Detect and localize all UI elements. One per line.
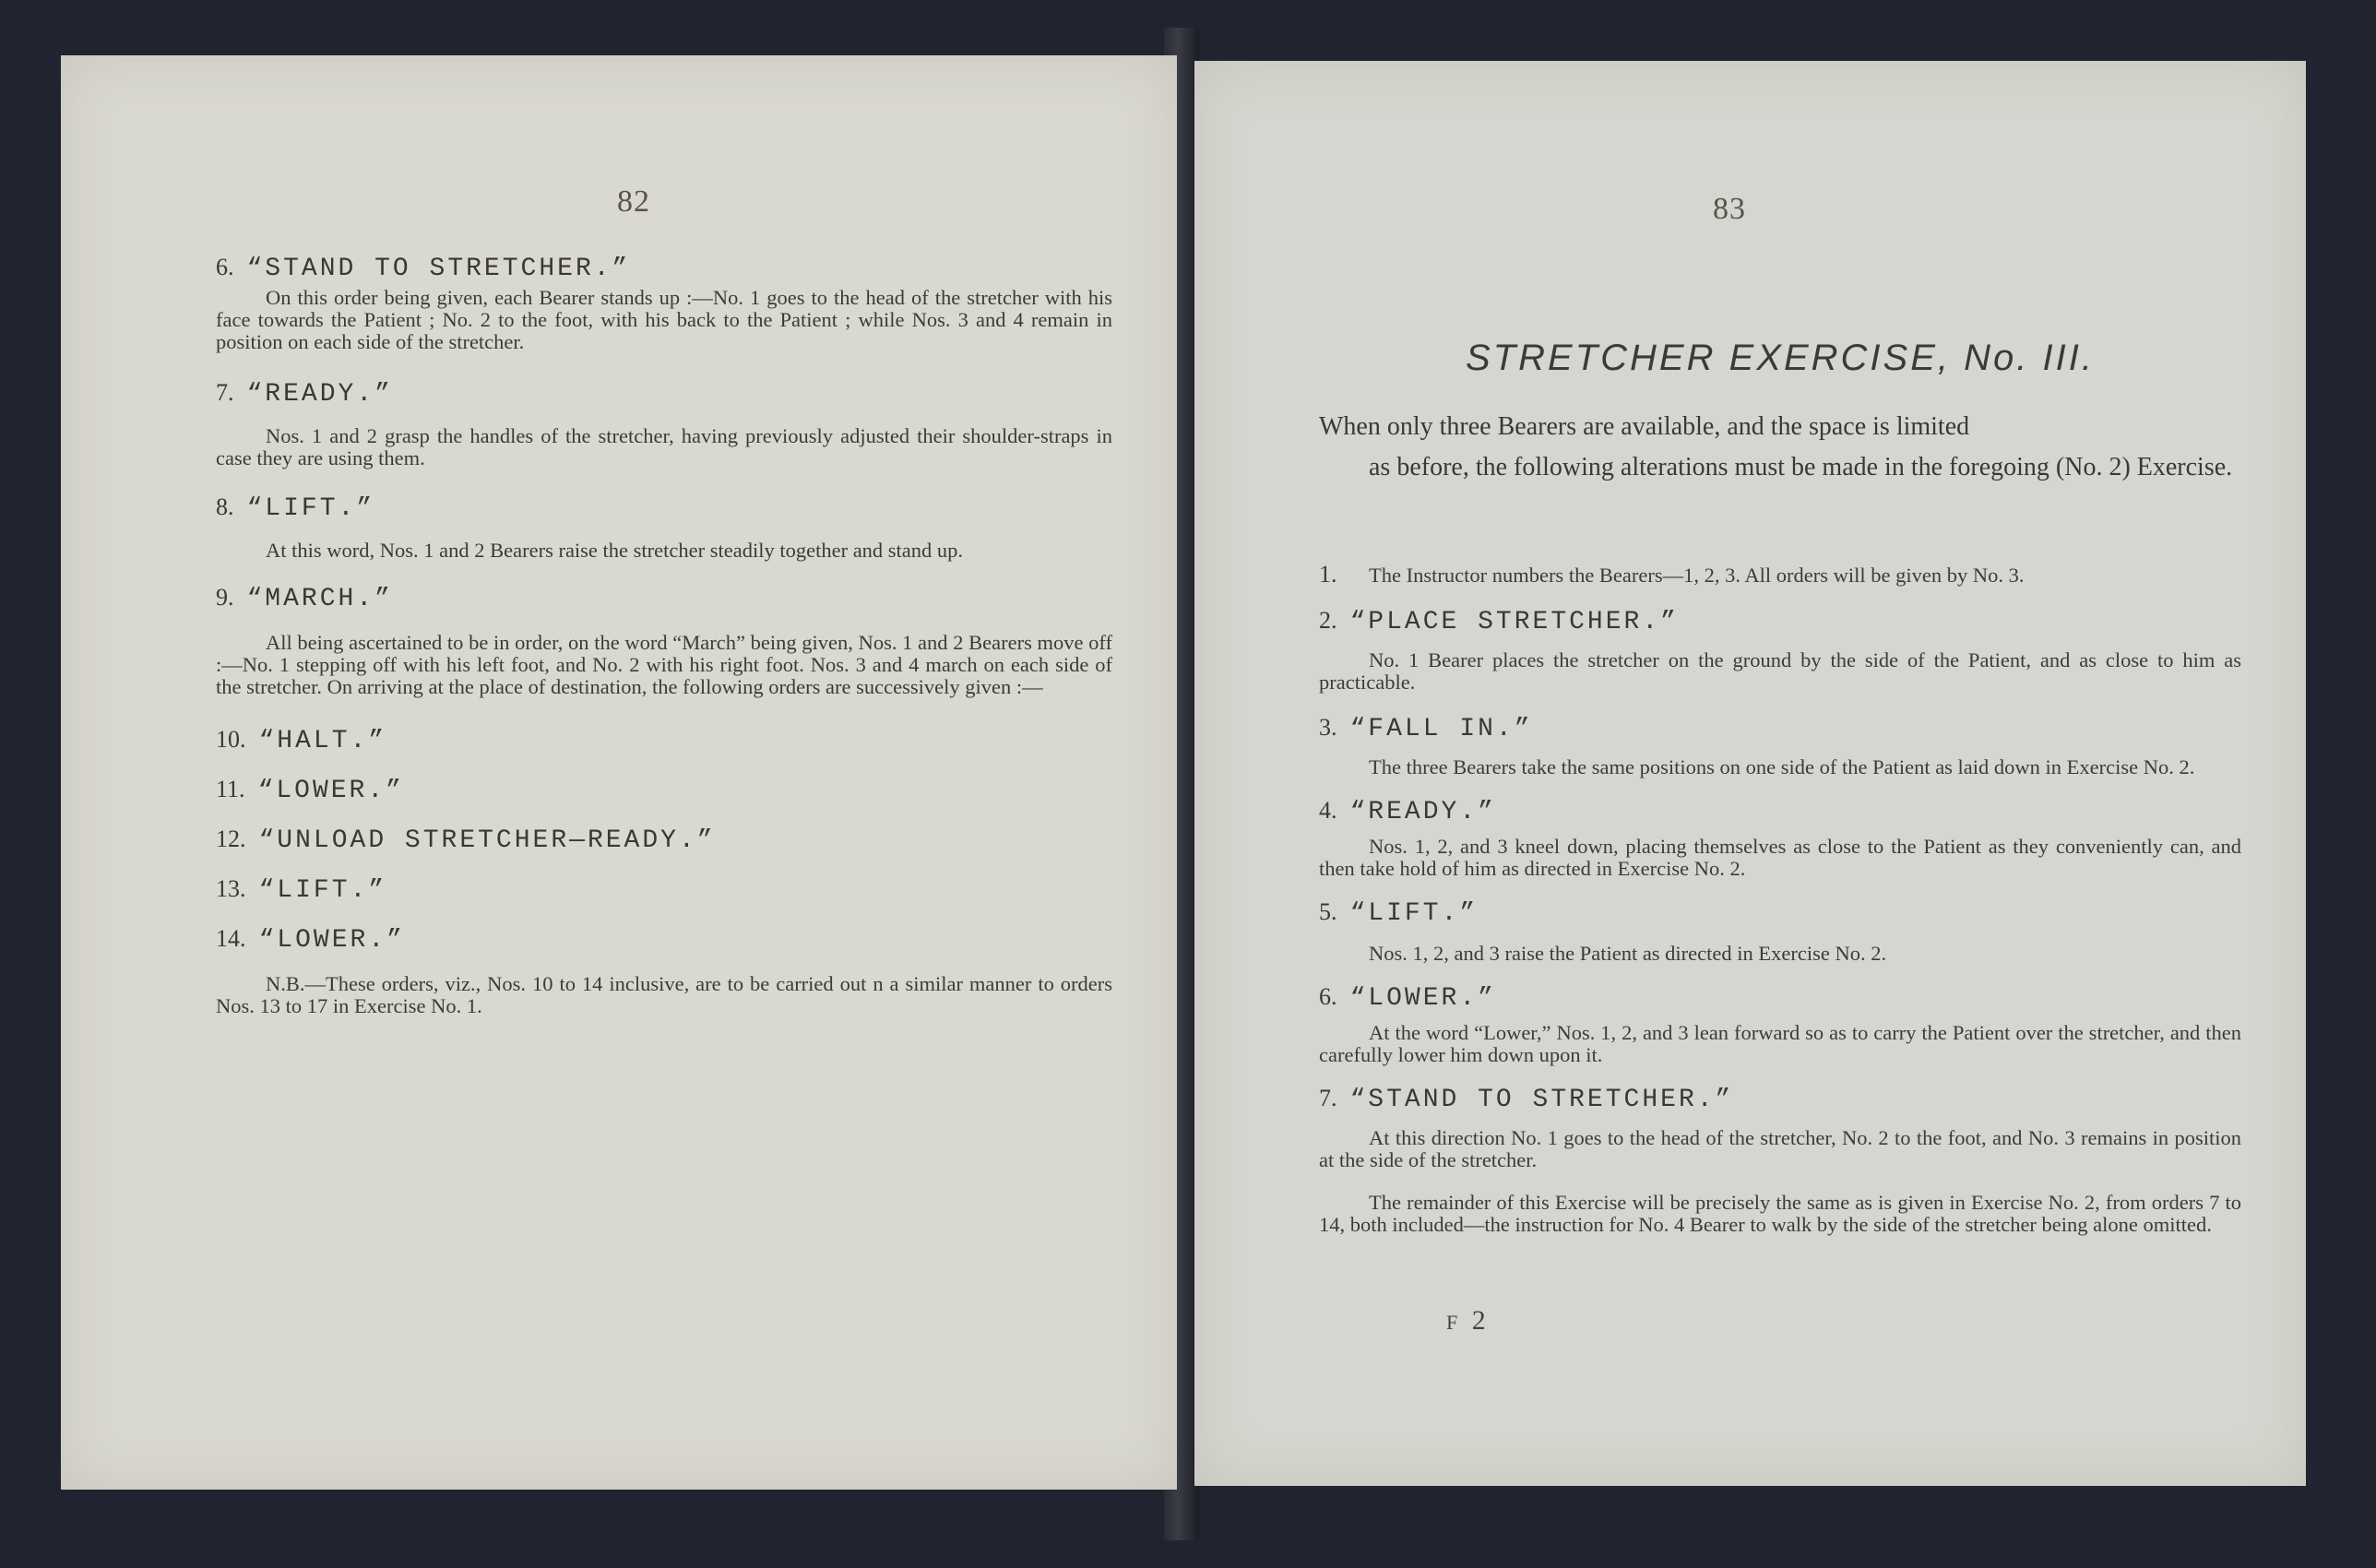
order-text: Nos. 1 and 2 grasp the handles of the stretcher, having previously adjusted their shoulder-straps in case they are using them.	[216, 424, 1112, 469]
order-text: Nos. 1, 2, and 3 raise the Patient as directed in Exercise No. 2.	[1369, 942, 1887, 965]
order-text: The three Bearers take the same positions on one side of the Patient as laid down in Exercise No. 2.	[1369, 755, 2195, 778]
order-heading: 8. “LIFT.”	[216, 493, 375, 523]
order-item	[216, 826, 1112, 855]
order-item	[1319, 714, 2241, 778]
section-title: STRETCHER EXERCISE, No. III.	[1466, 338, 2095, 378]
order-item	[216, 726, 1112, 755]
order-heading: 5. “LIFT.”	[1319, 898, 1479, 928]
page-number: 82	[617, 184, 650, 219]
order-heading: 2. “PLACE STRETCHER.”	[1319, 607, 1679, 636]
order-heading: 13. “LIFT.”	[216, 875, 387, 905]
order-item	[1319, 898, 2241, 965]
order-item	[1319, 607, 2241, 694]
right-page	[1194, 61, 2306, 1486]
order-item	[216, 584, 1112, 698]
order-heading: 14. “LOWER.”	[216, 925, 405, 955]
orders-list	[1319, 561, 2241, 1236]
page-number: 83	[1713, 192, 1746, 226]
order-heading: 9. “MARCH.”	[216, 584, 393, 613]
order-item	[1319, 983, 2241, 1066]
order-item	[216, 254, 1112, 353]
order-text: No. 1 Bearer places the stretcher on the ground by the side of the Patient, and as close to him as practicable.	[1319, 648, 2241, 694]
signature-mark: F 2	[1446, 1305, 1490, 1336]
order-text: The Instructor numbers the Bearers—1, 2, 3. All orders will be given by No. 3.	[1369, 564, 2025, 587]
order-text: On this order being given, each Bearer stands up :—No. 1 goes to the head of the stretcher with his face towards the Patient ; No. 2 to the foot, with his back to the Patient ; while Nos. 3 and 4 remain in position on each side of the stretcher.	[216, 286, 1112, 353]
left-page	[61, 55, 1177, 1490]
order-text: At this word, Nos. 1 and 2 Bearers raise the stretcher steadily together and stand up.	[266, 539, 964, 562]
order-item	[216, 379, 1112, 469]
order-heading: 6. “STAND TO STRETCHER.”	[216, 254, 631, 283]
order-text: All being ascertained to be in order, on the word “March” being given, Nos. 1 and 2 Bearers move off :—No. 1 stepping off with his left foot, and No. 2 with his right foot. Nos. 3 and 4 march on each side of the stretcher. On arriving at the place of destination, the following orders are successively given :—	[216, 631, 1112, 698]
order-heading: 4. “READY.”	[1319, 797, 1496, 826]
intro-paragraph: When only three Bearers are available, and the space is limited as before, the following alterations must be made in the foregoing (No. 2) Exercise.	[1319, 412, 2233, 481]
order-heading: 11. “LOWER.”	[216, 776, 404, 805]
order-heading: 7. “STAND TO STRETCHER.”	[1319, 1085, 1734, 1114]
order-text: At this direction No. 1 goes to the head of the stretcher, No. 2 to the foot, and No. 3 remains in position at the side of the stretcher.	[1319, 1126, 2241, 1171]
order-item	[1319, 1085, 2241, 1171]
order-text: At the word “Lower,” Nos. 1, 2, and 3 lean forward so as to carry the Patient over the stretcher, and then carefully lower him down upon it.	[1319, 1021, 2241, 1066]
order-item	[216, 493, 1112, 562]
closing-paragraph: The remainder of this Exercise will be precisely the same as is given in Exercise No. 2, from orders 7 to 14, both included—the instruction for No. 4 Bearer to walk by the side of the stretcher being alone omitted.	[1319, 1191, 2241, 1236]
order-item: 1. The Instructor numbers the Bearers—1, 2, 3. All orders will be given by No. 3.	[1319, 561, 2025, 588]
order-heading: 12. “UNLOAD STRETCHER—READY.”	[216, 826, 716, 855]
note-text: N.B.—These orders, viz., Nos. 10 to 14 inclusive, are to be carried out n a similar manner to orders Nos. 13 to 17 in Exercise No. 1.	[216, 972, 1112, 1017]
order-item	[216, 776, 1112, 805]
order-text: Nos. 1, 2, and 3 kneel down, placing themselves as close to the Patient as they conveniently can, and then take hold of him as directed in Exercise No. 2.	[1319, 835, 2241, 880]
order-item	[1319, 797, 2241, 880]
order-heading: 7. “READY.”	[216, 379, 393, 409]
order-heading: 6. “LOWER.”	[1319, 983, 1496, 1013]
order-heading: 10. “HALT.”	[216, 726, 387, 755]
order-heading: 3. “FALL IN.”	[1319, 714, 1533, 743]
order-item	[216, 925, 1112, 955]
order-item	[216, 875, 1112, 905]
left-page-content	[216, 254, 1112, 1017]
